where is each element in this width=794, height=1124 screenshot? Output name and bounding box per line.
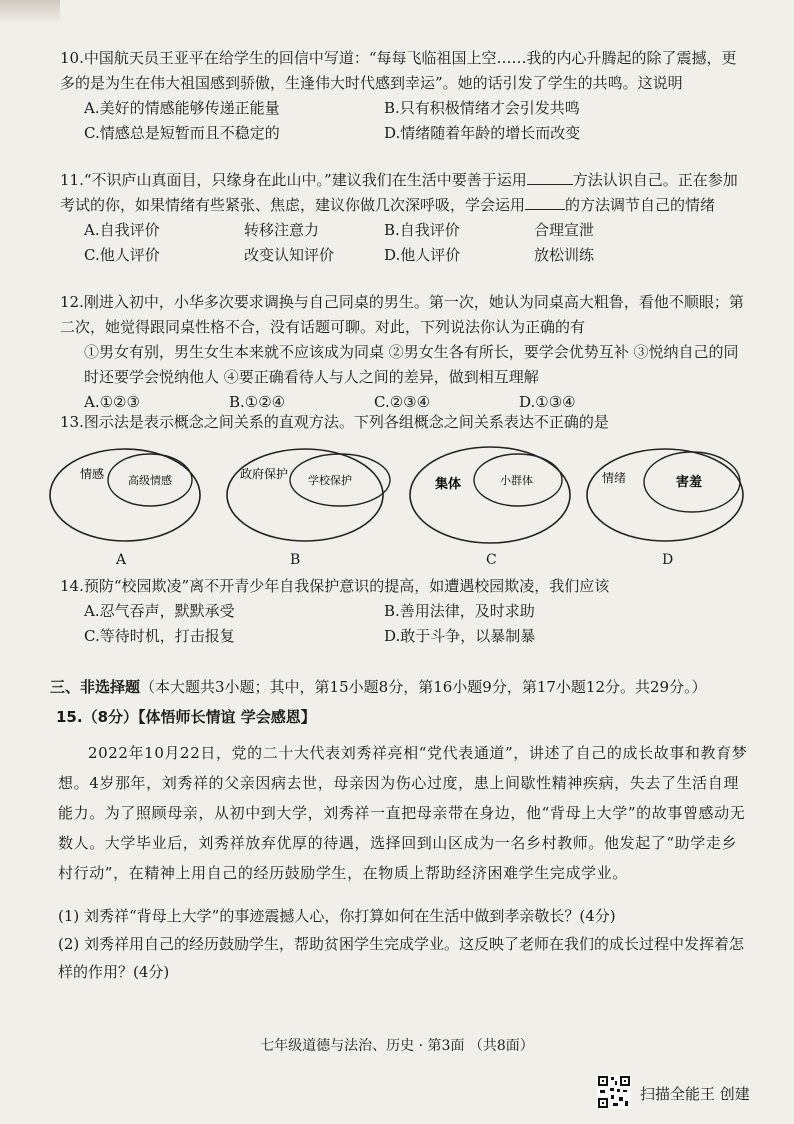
q12-option-a: A.①②③ [84, 393, 140, 411]
q12-items: ①男女有别，男生女生本来就不应该成为同桌 ②男女生各有所长，要学会优势互补 ③悦纳自己的同时还要学会悦纳他人 ④要正确看待人与人之间的差异，做到相互理解 [84, 343, 739, 386]
diagram-b [227, 449, 390, 541]
qr-code-icon [597, 1075, 631, 1109]
q12-option-b: B.①②④ [229, 393, 286, 411]
diagram-b-outer-label: 政府保护 [240, 467, 289, 481]
q15-subquestion-1: (1) 刘秀祥“背母上大学”的事迹震撼人心，你打算如何在生活中做到孝亲敬长？(4分) [58, 907, 616, 925]
q10-stem: 10.中国航天员王亚平在给学生的回信中写道：“每每飞临祖国上空……我的内心升腾起的除了震撼，更多的是为生在伟大祖国感到骄傲，生逢伟大时代感到幸运”。她的话引发了学生的共鸣。这说明 [60, 49, 737, 92]
diagram-c-outer-label: 集体 [435, 477, 462, 492]
q14-stem: 14.预防“校园欺凌”离不开青少年自我保护意识的提高，如遭遇校园欺凌，我们应该 [60, 577, 610, 595]
scanner-watermark: 扫描全能王 创建 [640, 1085, 750, 1103]
question-10 [60, 46, 750, 146]
diagram-d [587, 449, 743, 541]
diagram-b-inner-label: 学校保护 [308, 474, 352, 487]
question-14 [60, 574, 750, 649]
q11-option-d-method: 放松训练 [534, 246, 595, 264]
diagram-d-inner-label: 害羞 [676, 475, 703, 490]
q11-stem-part-c: 的方法调节自己的情绪 [565, 196, 716, 214]
q10-option-b: B.只有积极情绪才会引发共鸣 [384, 99, 580, 117]
question-12 [60, 290, 750, 415]
diagram-c-letter: C [486, 552, 497, 568]
question-11 [60, 168, 750, 268]
q14-option-b: B.善用法律，及时求助 [384, 602, 535, 620]
q12-stem: 12.刚进入初中，小华多次要求调换与自己同桌的男生。第一次，她认为同桌高大粗鲁，看他不顺眼；第二次，她觉得跟同桌性格不合，没有话题可聊。对此，下列说法你认为正确的有 [60, 293, 744, 336]
diagram-a-outer-label-1: 情感 [80, 467, 105, 481]
answer-blank [525, 195, 565, 210]
q14-option-a: A.忍气吞声，默默承受 [84, 602, 235, 620]
diagram-a-letter: A [116, 552, 127, 568]
q14-option-d: D.敢于斗争，以暴制暴 [384, 627, 536, 645]
q11-stem-part-b: 方法认识自己。正在参加考试的你，如果情绪有些紧张、焦虑，建议你做几次深呼吸，学会运用 [60, 171, 738, 214]
section-note: （本大题共3小题；其中，第15小题8分，第16小题9分，第17小题12分。共29分。） [140, 678, 707, 696]
diagram-b-letter: B [290, 552, 301, 568]
diagram-a-inner-label: 高级情感 [128, 474, 172, 487]
diagram-d-letter: D [662, 552, 674, 568]
diagram-a [50, 449, 200, 541]
q11-option-a: A.自我评价 [84, 221, 160, 239]
q11-option-a-method: 转移注意力 [244, 221, 320, 239]
q12-option-d: D.①③④ [519, 393, 576, 411]
diagram-d-outer-label: 情绪 [602, 471, 627, 485]
q11-stem-part-a: 11.“不识庐山真面目，只缘身在此山中。”建议我们在生活中要善于运用 [60, 171, 527, 189]
q11-option-b-method: 合理宣泄 [534, 221, 595, 239]
question-13 [60, 410, 750, 435]
q11-option-b: B.自我评价 [384, 221, 460, 239]
q13-diagrams [40, 440, 760, 570]
page-footer: 七年级道德与法治、历史 · 第3面 （共8面） [260, 1038, 534, 1054]
q15-passage [58, 738, 750, 888]
q10-option-a: A.美好的情感能够传递正能量 [84, 99, 280, 117]
q14-option-c: C.等待时机，打击报复 [84, 627, 235, 645]
q12-option-c: C.②③④ [374, 393, 431, 411]
q15-title: 15.（8分）【体悟师长情谊 学会感恩】 [56, 708, 316, 726]
q14-options [60, 599, 750, 649]
q10-option-c: C.情感总是短暂而且不稳定的 [84, 124, 280, 142]
q11-options-row-2 [60, 243, 750, 268]
q11-options-row-1 [60, 218, 750, 243]
section-title: 三、非选择题 [50, 678, 141, 696]
q10-option-d: D.情绪随着年龄的增长而改变 [384, 124, 581, 142]
q11-option-c-method: 改变认知评价 [244, 246, 335, 264]
q15-subquestion-2: (2) 刘秀祥用自己的经历鼓励学生，帮助贫困学生完成学业。这反映了老师在我们的成长过程中发挥着怎样的作用？(4分) [58, 935, 745, 981]
q10-options [60, 96, 750, 146]
diagram-c [410, 447, 570, 543]
q11-option-c: C.他人评价 [84, 246, 160, 264]
diagram-c-inner-label: 小群体 [500, 474, 533, 487]
q11-option-d: D.他人评价 [384, 246, 461, 264]
section-heading [50, 676, 707, 697]
answer-blank [527, 170, 573, 185]
q15-passage-text: 2022年10月22日，党的二十大代表刘秀祥亮相“党代表通道”，讲述了自己的成长故事和教育梦想。4岁那年，刘秀祥的父亲因病去世，母亲因为伤心过度，患上间歇性精神疾病，失去了生活自理能力。为了照顾母亲，从初中到大学，刘秀祥一直把母亲带在身边，他“背母上大学”的故事曾感动无数人。大学毕业后，刘秀祥放弃优厚的待遇，选择回到山区成为一名乡村教师。他发起了“助学走乡村行动”，在精神上用自己的经历鼓励学生，在物质上帮助经济困难学生完成学业。 [58, 744, 748, 882]
torn-corner [0, 0, 60, 22]
q11-stem [60, 168, 750, 218]
concept-diagram-svg [40, 440, 760, 570]
q13-stem: 13.图示法是表示概念之间关系的直观方法。下列各组概念之间关系表达不正确的是 [60, 413, 609, 431]
